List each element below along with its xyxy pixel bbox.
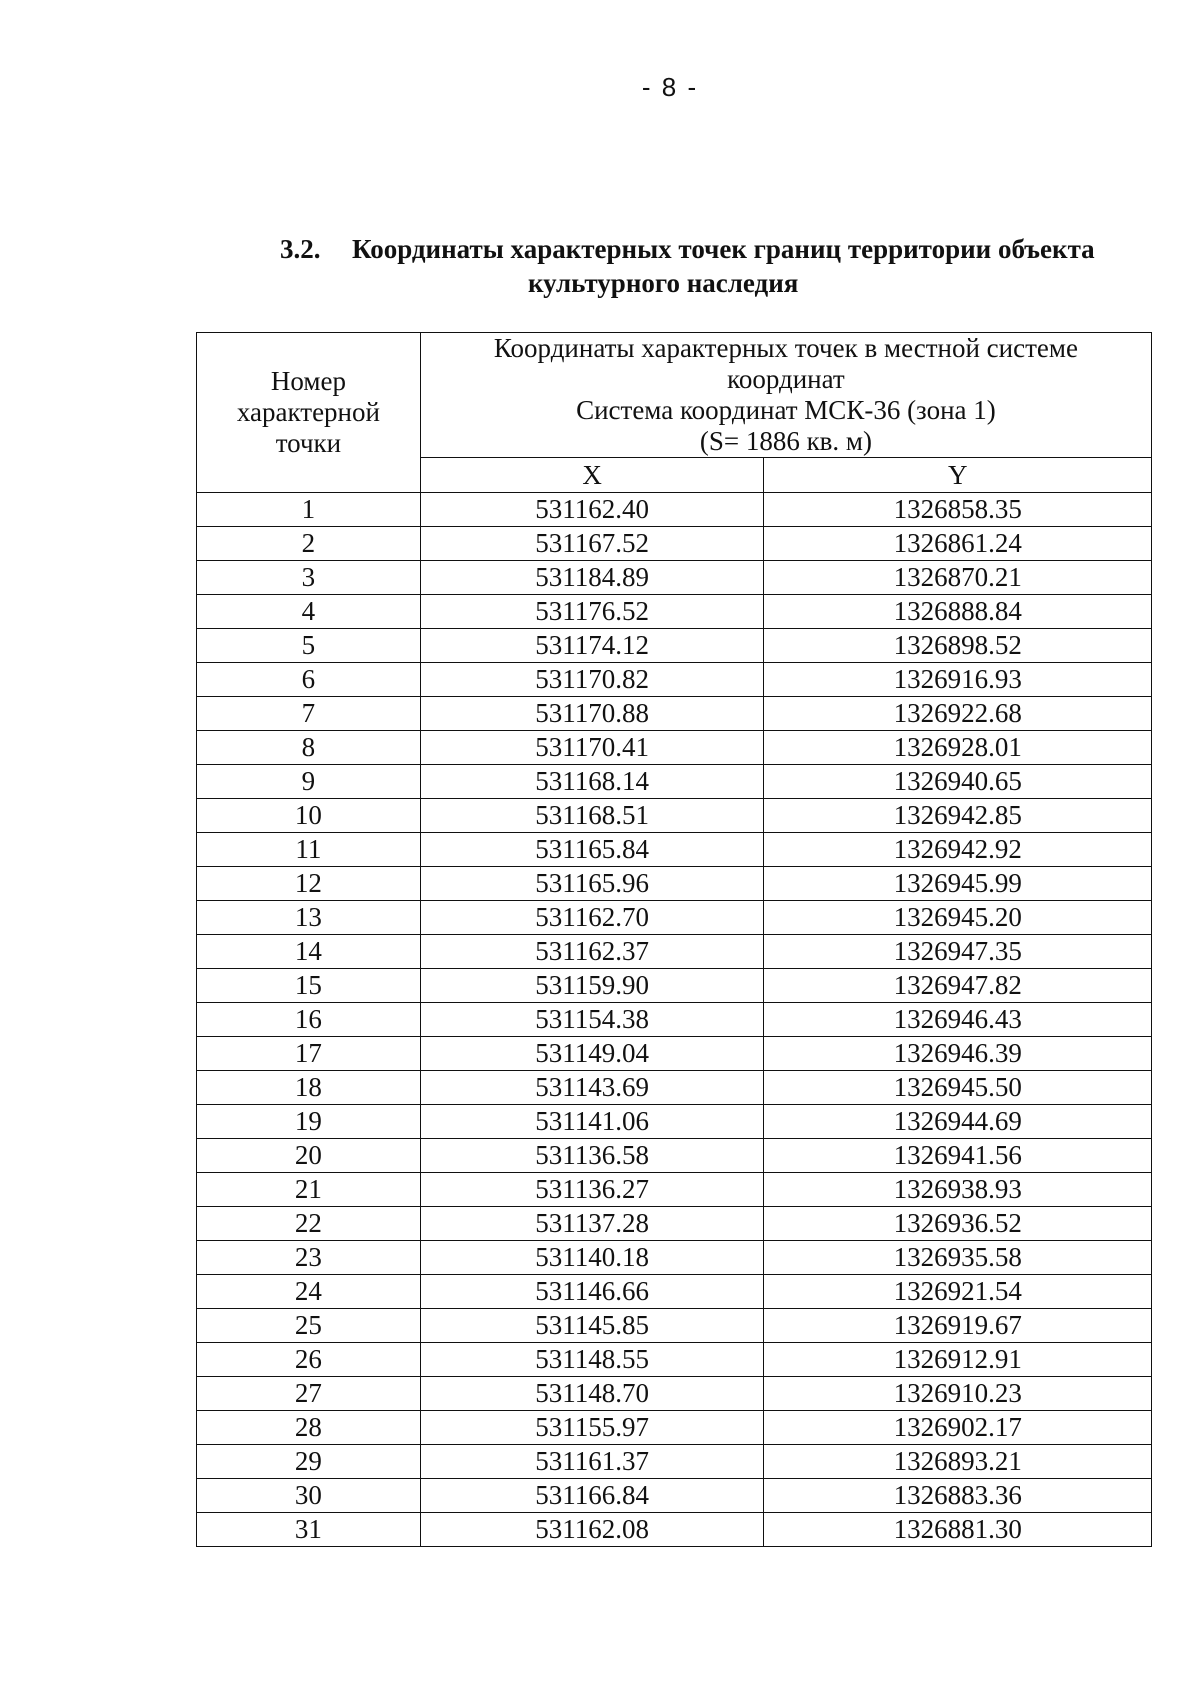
x-column-header: X <box>420 458 764 493</box>
table-header <box>197 333 1152 493</box>
x-coordinate-cell: 531136.58 <box>420 1139 764 1173</box>
table-row <box>197 1105 1152 1139</box>
point-number-cell: 4 <box>197 595 421 629</box>
point-number-cell: 26 <box>197 1343 421 1377</box>
y-coordinate-cell: 1326912.91 <box>764 1343 1152 1377</box>
y-coordinate-cell: 1326935.58 <box>764 1241 1152 1275</box>
x-coordinate-cell: 531146.66 <box>420 1275 764 1309</box>
header-line: Номер <box>270 366 346 396</box>
x-coordinate-cell: 531170.82 <box>420 663 764 697</box>
x-coordinate-cell: 531148.70 <box>420 1377 764 1411</box>
table-row <box>197 731 1152 765</box>
header-line: Координаты характерных точек в местной системе <box>493 333 1078 363</box>
heading-line-2: культурного наследия <box>528 268 799 298</box>
coordinates-table <box>196 332 1152 1547</box>
x-coordinate-cell: 531162.70 <box>420 901 764 935</box>
x-coordinate-cell: 531162.08 <box>420 1513 764 1547</box>
table-row <box>197 765 1152 799</box>
x-coordinate-cell: 531170.41 <box>420 731 764 765</box>
x-coordinate-cell: 531136.27 <box>420 1173 764 1207</box>
point-number-cell: 14 <box>197 935 421 969</box>
table-row <box>197 867 1152 901</box>
table-row <box>197 1207 1152 1241</box>
y-coordinate-cell: 1326916.93 <box>764 663 1152 697</box>
y-coordinate-cell: 1326881.30 <box>764 1513 1152 1547</box>
table-row <box>197 1139 1152 1173</box>
table-row <box>197 1479 1152 1513</box>
y-coordinate-cell: 1326861.24 <box>764 527 1152 561</box>
y-coordinate-cell: 1326944.69 <box>764 1105 1152 1139</box>
y-coordinate-cell: 1326921.54 <box>764 1275 1152 1309</box>
point-number-cell: 17 <box>197 1037 421 1071</box>
section-number: 3.2. <box>280 234 321 264</box>
header-line: координат <box>727 364 845 394</box>
x-coordinate-cell: 531168.51 <box>420 799 764 833</box>
y-coordinate-cell: 1326945.50 <box>764 1071 1152 1105</box>
point-number-cell: 29 <box>197 1445 421 1479</box>
table-row <box>197 1173 1152 1207</box>
table-row <box>197 629 1152 663</box>
y-coordinate-cell: 1326936.52 <box>764 1207 1152 1241</box>
page-number: - 8 - <box>641 72 699 102</box>
y-coordinate-cell: 1326928.01 <box>764 731 1152 765</box>
header-line: (S= 1886 кв. м) <box>699 426 873 456</box>
y-coordinate-cell: 1326858.35 <box>764 493 1152 527</box>
point-number-cell: 6 <box>197 663 421 697</box>
y-coordinate-cell: 1326919.67 <box>764 1309 1152 1343</box>
x-coordinate-cell: 531167.52 <box>420 527 764 561</box>
y-coordinate-cell: 1326946.39 <box>764 1037 1152 1071</box>
y-coordinate-cell: 1326922.68 <box>764 697 1152 731</box>
table-row <box>197 1343 1152 1377</box>
table-row <box>197 833 1152 867</box>
y-coordinate-cell: 1326938.93 <box>764 1173 1152 1207</box>
table-row <box>197 901 1152 935</box>
table-body <box>197 493 1152 1547</box>
point-number-cell: 3 <box>197 561 421 595</box>
x-coordinate-cell: 531155.97 <box>420 1411 764 1445</box>
x-coordinate-cell: 531137.28 <box>420 1207 764 1241</box>
x-coordinate-cell: 531154.38 <box>420 1003 764 1037</box>
point-number-cell: 30 <box>197 1479 421 1513</box>
table-row <box>197 1309 1152 1343</box>
section-heading <box>280 232 1160 300</box>
y-coordinate-cell: 1326940.65 <box>764 765 1152 799</box>
table-row <box>197 1411 1152 1445</box>
point-number-cell: 21 <box>197 1173 421 1207</box>
coordinate-system-header <box>420 333 1151 458</box>
y-coordinate-cell: 1326883.36 <box>764 1479 1152 1513</box>
y-coordinate-cell: 1326946.43 <box>764 1003 1152 1037</box>
y-coordinate-cell: 1326898.52 <box>764 629 1152 663</box>
table-row <box>197 561 1152 595</box>
point-number-cell: 27 <box>197 1377 421 1411</box>
y-coordinate-cell: 1326870.21 <box>764 561 1152 595</box>
table-row <box>197 527 1152 561</box>
y-coordinate-cell: 1326947.35 <box>764 935 1152 969</box>
point-number-cell: 8 <box>197 731 421 765</box>
table-row <box>197 1071 1152 1105</box>
point-number-cell: 11 <box>197 833 421 867</box>
x-coordinate-cell: 531162.40 <box>420 493 764 527</box>
point-number-cell: 22 <box>197 1207 421 1241</box>
y-coordinate-cell: 1326888.84 <box>764 595 1152 629</box>
table-row <box>197 799 1152 833</box>
table-row <box>197 493 1152 527</box>
x-coordinate-cell: 531176.52 <box>420 595 764 629</box>
x-coordinate-cell: 531166.84 <box>420 1479 764 1513</box>
heading-line-1 <box>280 232 1160 266</box>
y-coordinate-cell: 1326947.82 <box>764 969 1152 1003</box>
y-coordinate-cell: 1326941.56 <box>764 1139 1152 1173</box>
table-row <box>197 1241 1152 1275</box>
x-coordinate-cell: 531141.06 <box>420 1105 764 1139</box>
point-number-header <box>197 333 421 493</box>
y-coordinate-cell: 1326945.99 <box>764 867 1152 901</box>
table-row <box>197 663 1152 697</box>
point-number-cell: 10 <box>197 799 421 833</box>
x-coordinate-cell: 531165.96 <box>420 867 764 901</box>
table-row <box>197 1003 1152 1037</box>
table-row <box>197 1275 1152 1309</box>
table-row <box>197 697 1152 731</box>
heading-text-1: Координаты характерных точек границ территории объекта <box>352 234 1095 264</box>
y-column-header: Y <box>764 458 1152 493</box>
x-coordinate-cell: 531159.90 <box>420 969 764 1003</box>
header-line: характерной <box>236 397 380 427</box>
point-number-cell: 24 <box>197 1275 421 1309</box>
point-number-cell: 19 <box>197 1105 421 1139</box>
y-coordinate-cell: 1326910.23 <box>764 1377 1152 1411</box>
x-coordinate-cell: 531161.37 <box>420 1445 764 1479</box>
y-coordinate-cell: 1326893.21 <box>764 1445 1152 1479</box>
x-coordinate-cell: 531165.84 <box>420 833 764 867</box>
y-coordinate-cell: 1326942.92 <box>764 833 1152 867</box>
header-line: Система координат МСК-36 (зона 1) <box>576 395 996 425</box>
x-coordinate-cell: 531168.14 <box>420 765 764 799</box>
x-coordinate-cell: 531149.04 <box>420 1037 764 1071</box>
x-coordinate-cell: 531140.18 <box>420 1241 764 1275</box>
point-number-cell: 2 <box>197 527 421 561</box>
point-number-cell: 9 <box>197 765 421 799</box>
point-number-cell: 1 <box>197 493 421 527</box>
point-number-cell: 25 <box>197 1309 421 1343</box>
table-row <box>197 935 1152 969</box>
point-number-cell: 12 <box>197 867 421 901</box>
y-coordinate-cell: 1326945.20 <box>764 901 1152 935</box>
x-coordinate-cell: 531170.88 <box>420 697 764 731</box>
point-number-cell: 23 <box>197 1241 421 1275</box>
point-number-cell: 15 <box>197 969 421 1003</box>
table-row <box>197 969 1152 1003</box>
point-number-cell: 7 <box>197 697 421 731</box>
table-row <box>197 1037 1152 1071</box>
y-coordinate-cell: 1326942.85 <box>764 799 1152 833</box>
x-coordinate-cell: 531145.85 <box>420 1309 764 1343</box>
point-number-cell: 20 <box>197 1139 421 1173</box>
x-coordinate-cell: 531184.89 <box>420 561 764 595</box>
table-row <box>197 1445 1152 1479</box>
x-coordinate-cell: 531174.12 <box>420 629 764 663</box>
point-number-cell: 5 <box>197 629 421 663</box>
table-row <box>197 1377 1152 1411</box>
x-coordinate-cell: 531143.69 <box>420 1071 764 1105</box>
point-number-cell: 13 <box>197 901 421 935</box>
y-coordinate-cell: 1326902.17 <box>764 1411 1152 1445</box>
header-line: точки <box>275 428 342 458</box>
table-row <box>197 1513 1152 1547</box>
point-number-cell: 16 <box>197 1003 421 1037</box>
table-row <box>197 595 1152 629</box>
point-number-cell: 28 <box>197 1411 421 1445</box>
x-coordinate-cell: 531148.55 <box>420 1343 764 1377</box>
point-number-cell: 31 <box>197 1513 421 1547</box>
x-coordinate-cell: 531162.37 <box>420 935 764 969</box>
point-number-cell: 18 <box>197 1071 421 1105</box>
